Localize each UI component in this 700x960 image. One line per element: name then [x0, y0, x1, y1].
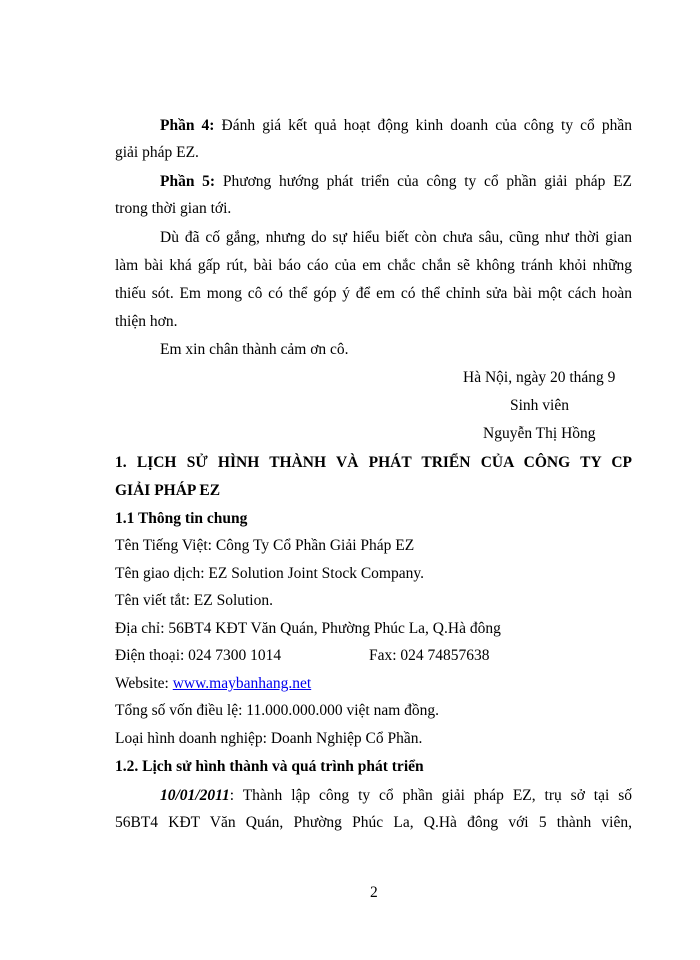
section1-title-line1: 1. LỊCH SỬ HÌNH THÀNH VÀ PHÁT TRIỂN CỦA CÔNG TY CP — [115, 454, 632, 471]
history-line2: 56BT4 KĐT Văn Quán, Phường Phúc La, Q.Hà đông với 5 thành viên, — [115, 814, 632, 831]
info-short-name: Tên viết tắt: EZ Solution. — [115, 592, 273, 609]
para-line1: Dù đã cố gắng, nhưng do sự hiểu biết còn chưa sâu, cũng như thời gian — [160, 229, 632, 246]
subsection-1-1-title: 1.1 Thông tin chung — [115, 510, 248, 527]
para-line2: làm bài khá gấp rút, bài báo cáo của em chắc chắn sẽ không tránh khỏi những — [115, 257, 632, 274]
section1-title-line2: GIẢI PHÁP EZ — [115, 482, 221, 499]
history-date: 10/01/2011 — [160, 787, 230, 804]
info-phone: Điện thoại: 024 7300 1014 — [115, 647, 282, 664]
part5-line1: Phần 5: Phương hướng phát triển của công ty cổ phần giải pháp EZ — [160, 173, 633, 190]
thanks-line: Em xin chân thành cảm ơn cô. — [160, 341, 349, 358]
signature-date: Hà Nội, ngày 20 tháng 9 — [463, 369, 616, 386]
part4-label: Phần 4: — [160, 117, 215, 134]
info-capital: Tổng số vốn điều lệ: 11.000.000.000 việt nam đồng. — [115, 702, 440, 719]
part4-line2: giải pháp EZ. — [115, 144, 199, 161]
part5-line2: trong thời gian tới. — [115, 200, 232, 217]
info-fax: Fax: 024 74857638 — [369, 647, 490, 664]
website-label: Website: — [115, 675, 173, 692]
info-address: Địa chỉ: 56BT4 KĐT Văn Quán, Phường Phúc La, Q.Hà đông — [115, 620, 501, 637]
info-business-type: Loại hình doanh nghiệp: Doanh Nghiệp Cổ Phần. — [115, 730, 423, 747]
subsection-1-2-title: 1.2. Lịch sử hình thành và quá trình phát triển — [115, 758, 424, 775]
info-website — [115, 674, 311, 694]
website-link[interactable]: www.maybanhang.net — [172, 675, 312, 692]
info-trade-name: Tên giao dịch: EZ Solution Joint Stock Company. — [115, 565, 424, 582]
info-vn-name: Tên Tiếng Việt: Công Ty Cổ Phần Giải Pháp EZ — [115, 537, 415, 554]
para-line4: thiện hơn. — [115, 313, 178, 330]
signature-role: Sinh viên — [510, 397, 569, 414]
history-line1: 10/01/2011: Thành lập công ty cổ phần giải pháp EZ, trụ sở tại số — [160, 787, 632, 804]
page-number: 2 — [370, 884, 378, 901]
part4-line1: Phần 4: Đánh giá kết quả hoạt động kinh doanh của công ty cổ phần — [160, 117, 633, 134]
part5-label: Phần 5: — [160, 173, 216, 190]
signature-name: Nguyễn Thị Hồng — [483, 425, 596, 442]
para-line3: thiếu sót. Em mong cô có thể góp ý để em có thể chỉnh sửa bài một cách hoàn — [115, 285, 632, 302]
